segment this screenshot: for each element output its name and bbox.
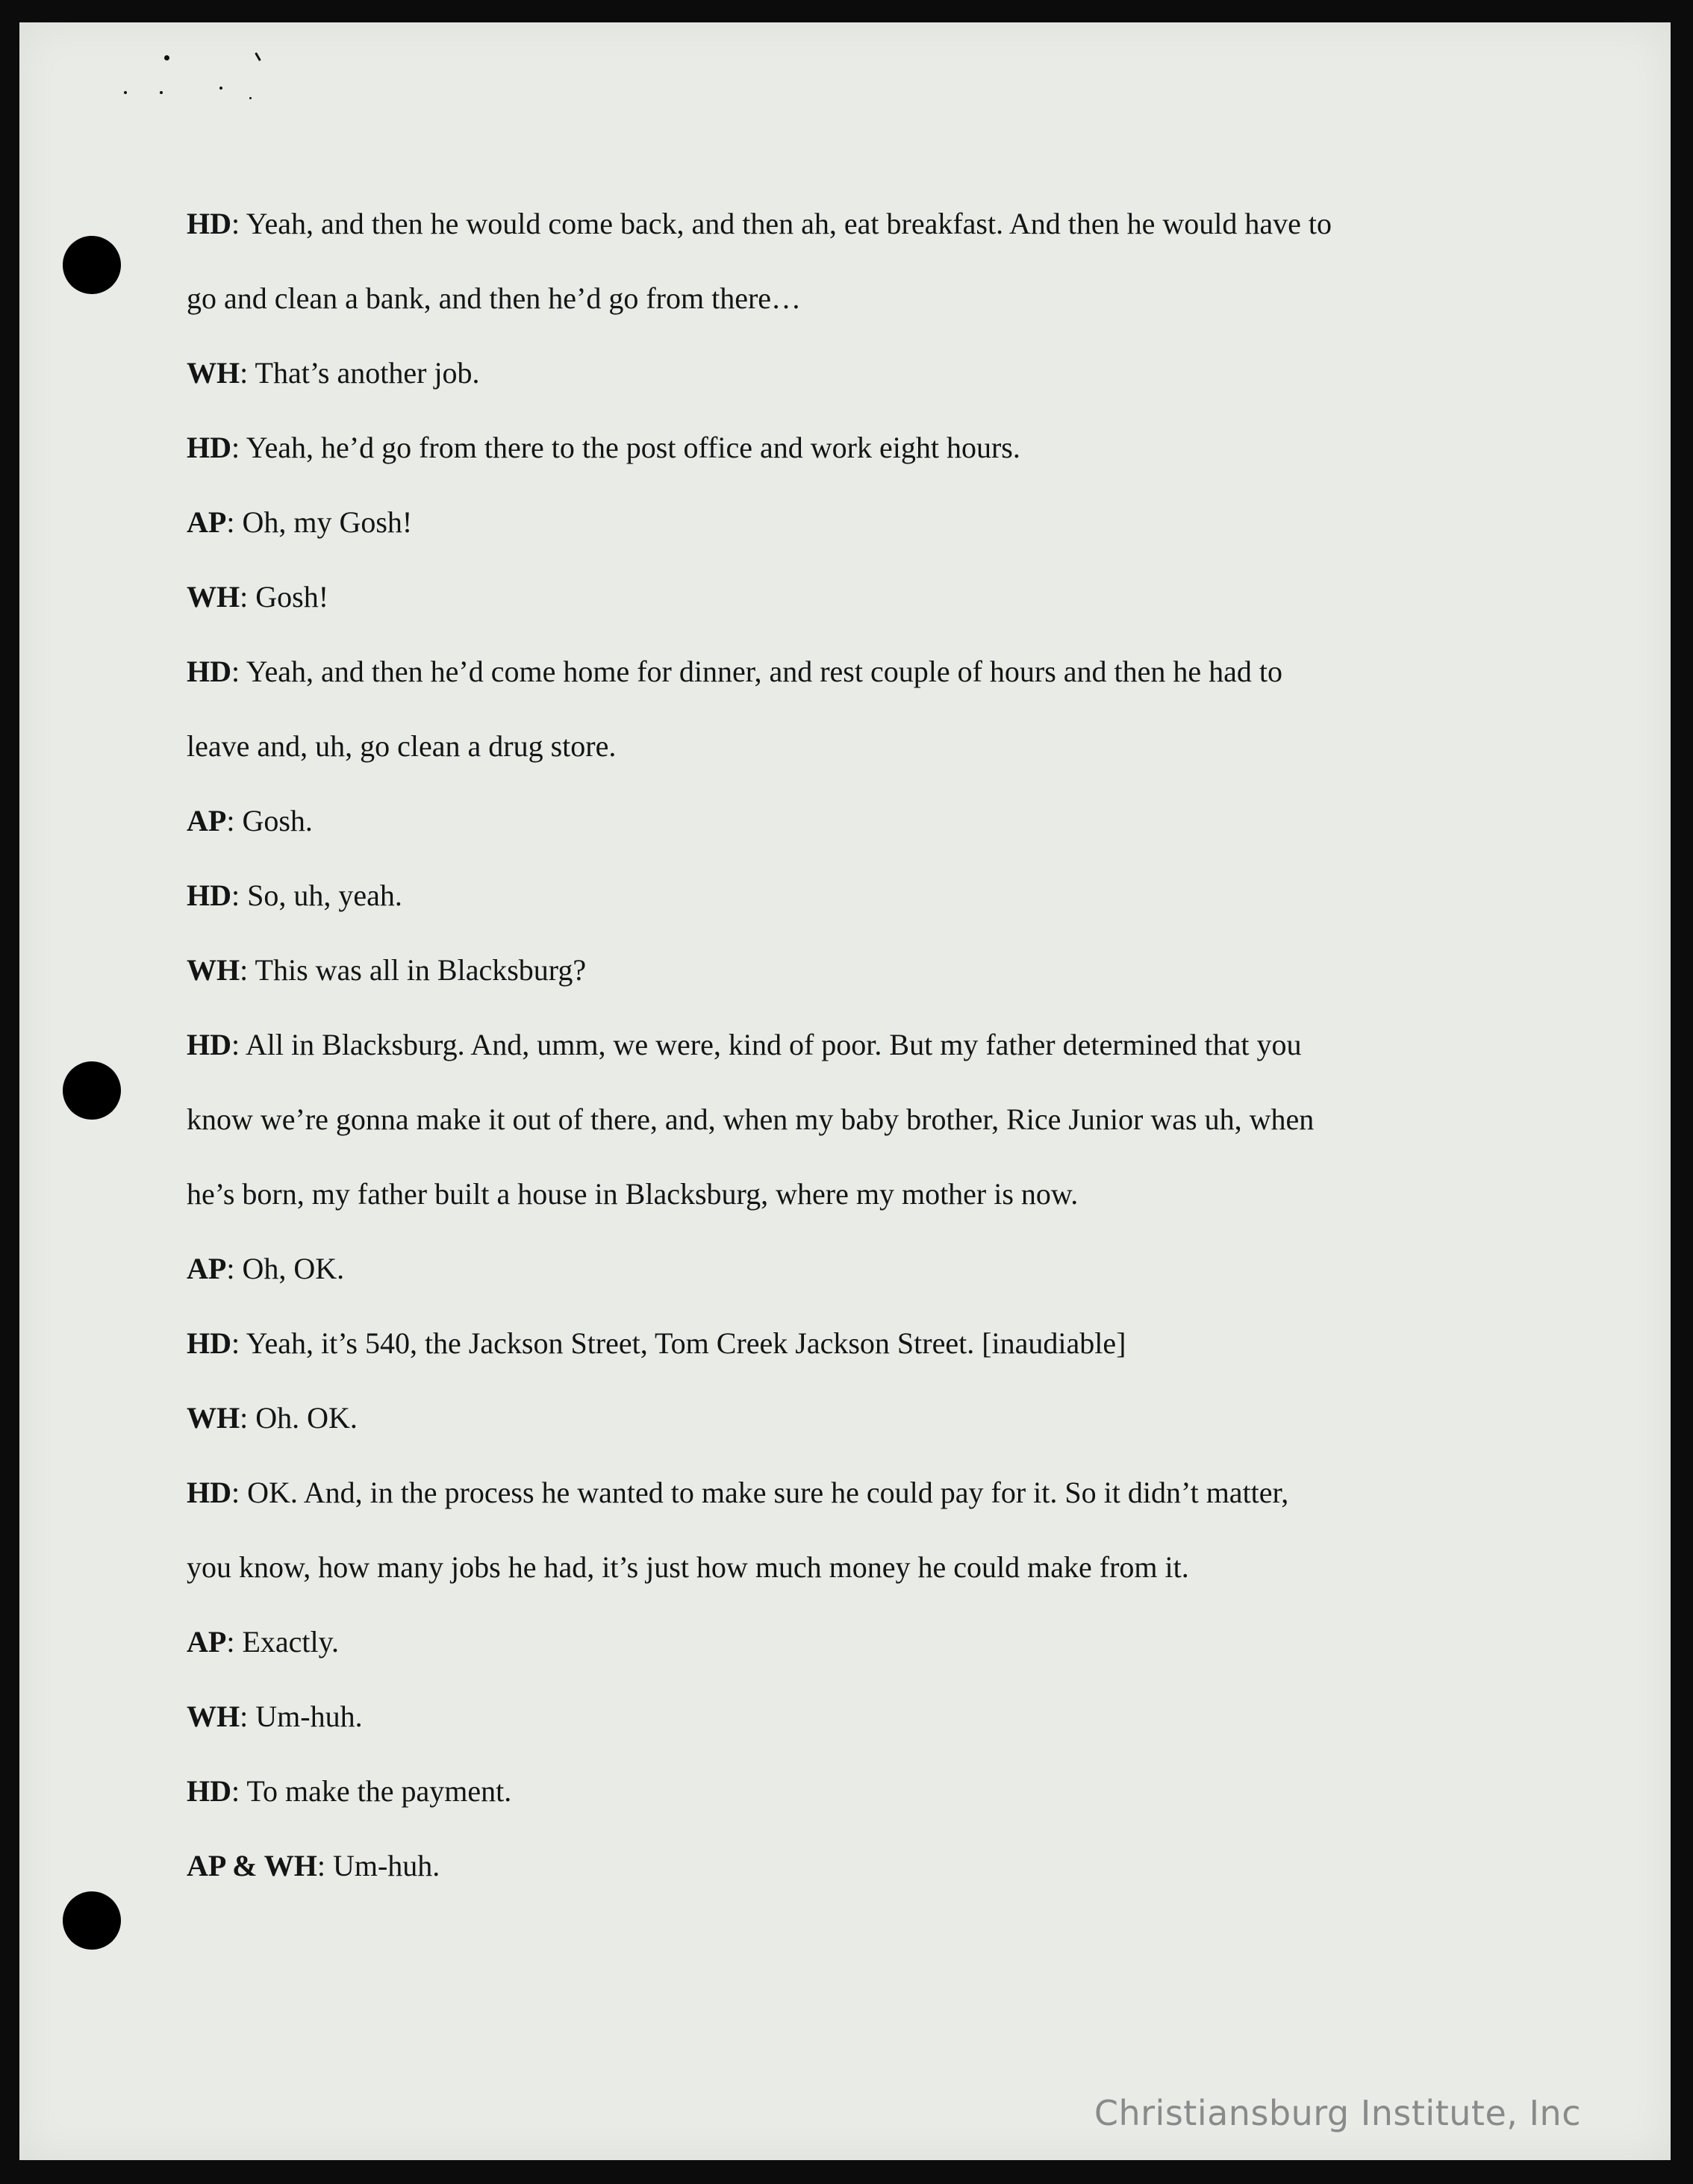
transcript-line: [187, 1530, 1530, 1605]
transcript-line: AP & WH: Um-huh.: [187, 1849, 440, 1882]
speaker-label: AP & WH: [187, 1849, 317, 1882]
transcript-line: AP: Oh, my Gosh!: [187, 505, 413, 539]
punch-hole-top: [63, 236, 121, 294]
speaker-label: WH: [187, 356, 240, 390]
speaker-label: HD: [187, 655, 231, 688]
line-text: go and clean a bank, and then he’d go from there…: [187, 281, 802, 315]
transcript-line: AP: Exactly.: [187, 1625, 340, 1659]
line-text: All in Blacksburg. And, umm, we were, kind of poor. But my father determined that you: [245, 1028, 1302, 1061]
speaker-label: AP: [187, 804, 227, 837]
line-text: you know, how many jobs he had, it’s just how much money he could make from it.: [187, 1550, 1189, 1584]
speaker-label: HD: [187, 1326, 231, 1360]
speaker-label: HD: [187, 1028, 231, 1061]
line-text: Exactly.: [242, 1625, 340, 1659]
speaker-label: HD: [187, 1774, 231, 1808]
transcript-line: WH: Oh. OK.: [187, 1401, 358, 1435]
line-text: That’s another job.: [255, 356, 480, 390]
transcript-line: AP: Oh, OK.: [187, 1252, 345, 1285]
speaker-label: AP: [187, 1625, 227, 1659]
line-text: Gosh.: [242, 804, 313, 837]
watermark: Christiansburg Institute, Inc: [1094, 2093, 1581, 2133]
speaker-label: HD: [187, 879, 231, 912]
transcript-line: WH: Um-huh.: [187, 1700, 363, 1733]
transcript-line: [187, 709, 1530, 784]
ink-speck: [160, 91, 163, 94]
transcript-line: [187, 1157, 1530, 1232]
line-text: know we’re gonna make it out of there, and, when my baby brother, Rice Junior was uh, when: [187, 1102, 1315, 1136]
speaker-label: HD: [187, 431, 231, 464]
line-text: he’s born, my father built a house in Blacksburg, where my mother is now.: [187, 1177, 1079, 1211]
transcript-line: HD: Yeah, and then he’d come home for dinner, and rest couple of hours and then he had to: [187, 655, 1283, 688]
speaker-label: AP: [187, 1252, 227, 1285]
transcript-line: AP: Gosh.: [187, 804, 313, 837]
line-text: This was all in Blacksburg?: [255, 953, 587, 987]
speaker-label: HD: [187, 1476, 231, 1509]
line-text: Yeah, and then he’d come home for dinner, and rest couple of hours and then he had to: [246, 655, 1283, 688]
line-text: So, uh, yeah.: [247, 879, 402, 912]
speaker-label: WH: [187, 580, 240, 614]
line-text: Yeah, and then he would come back, and then ah, eat breakfast. And then he would have to: [246, 207, 1332, 240]
punch-hole-middle: [63, 1061, 121, 1120]
line-text: To make the payment.: [246, 1774, 512, 1808]
speaker-label: WH: [187, 1401, 240, 1435]
punch-hole-bottom: [63, 1891, 121, 1950]
transcript-line: HD: Yeah, he’d go from there to the post office and work eight hours.: [187, 431, 1020, 464]
speaker-label: AP: [187, 505, 227, 539]
transcript-line: HD: OK. And, in the process he wanted to make sure he could pay for it. So it didn’t matter,: [187, 1476, 1289, 1509]
speaker-label: HD: [187, 207, 231, 240]
transcript-line: HD: To make the payment.: [187, 1774, 512, 1808]
line-text: Oh. OK.: [255, 1401, 358, 1435]
transcript-line: HD: Yeah, it’s 540, the Jackson Street, Tom Creek Jackson Street. [inaudiable]: [187, 1326, 1126, 1360]
transcript-line: HD: So, uh, yeah.: [187, 879, 402, 912]
line-text: Um-huh.: [255, 1700, 363, 1733]
ink-speck: [249, 97, 252, 99]
line-text: OK. And, in the process he wanted to make sure he could pay for it. So it didn’t matter,: [247, 1476, 1289, 1509]
line-text: Yeah, he’d go from there to the post office and work eight hours.: [246, 431, 1020, 464]
transcript-line: [187, 261, 1530, 336]
line-text: Oh, my Gosh!: [242, 505, 413, 539]
speaker-label: WH: [187, 953, 240, 987]
line-text: leave and, uh, go clean a drug store.: [187, 729, 617, 763]
transcript-line: [187, 1082, 1530, 1157]
line-text: Oh, OK.: [242, 1252, 345, 1285]
ink-speck: [164, 55, 169, 60]
line-text: Gosh!: [255, 580, 329, 614]
ink-speck: [255, 52, 261, 61]
ink-speck: [124, 91, 127, 94]
transcript-line: HD: Yeah, and then he would come back, and then ah, eat breakfast. And then he would have to: [187, 207, 1332, 240]
transcript-line: WH: This was all in Blacksburg?: [187, 953, 587, 987]
transcript-line: HD: All in Blacksburg. And, umm, we were, kind of poor. But my father determined that you: [187, 1028, 1302, 1061]
speaker-label: WH: [187, 1700, 240, 1733]
transcript-line: WH: That’s another job.: [187, 356, 480, 390]
ink-speck: [219, 87, 222, 90]
line-text: Yeah, it’s 540, the Jackson Street, Tom Creek Jackson Street. [inaudiable]: [246, 1326, 1126, 1360]
transcript-line: WH: Gosh!: [187, 580, 329, 614]
transcript-body: [187, 187, 1530, 1903]
line-text: Um-huh.: [332, 1849, 440, 1882]
